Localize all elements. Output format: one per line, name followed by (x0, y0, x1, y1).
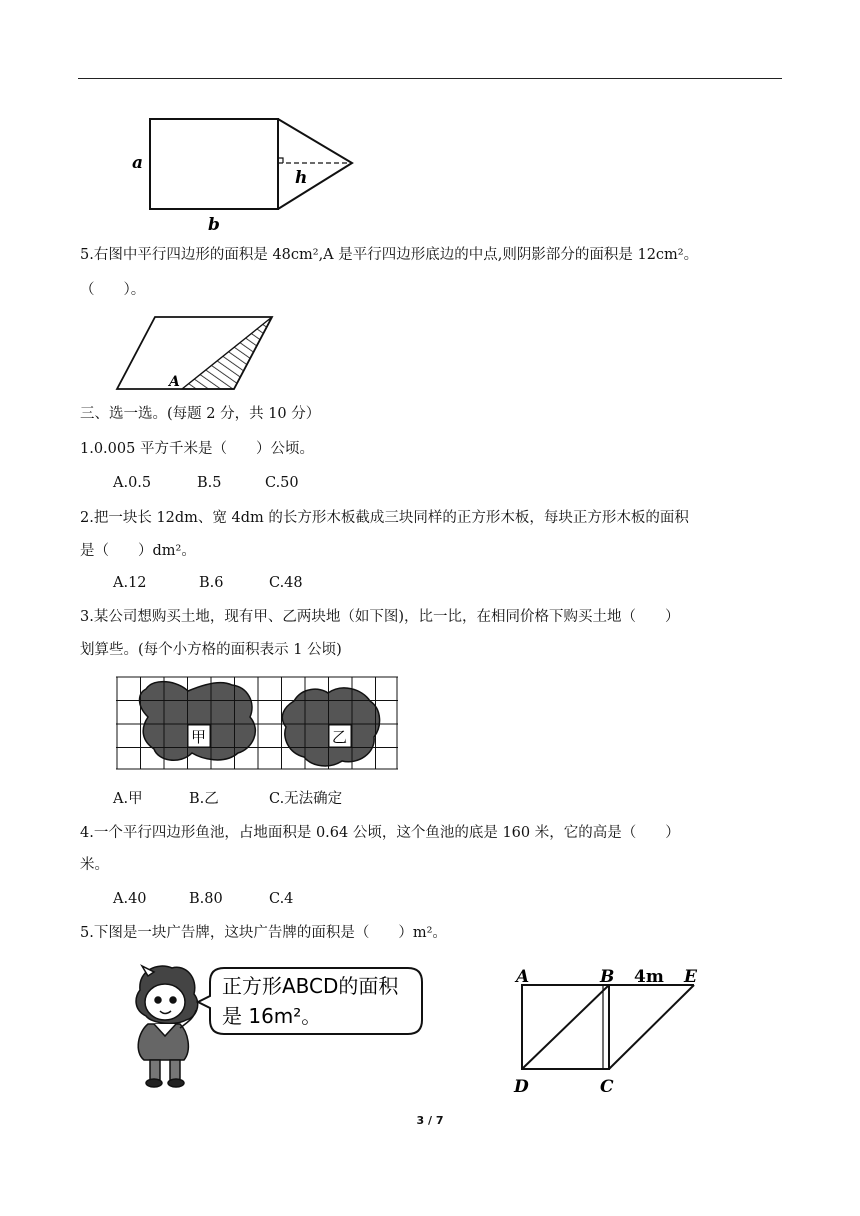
billboard-figure (508, 962, 708, 1100)
bubble-line1: 正方形ABCD的面积 (222, 974, 399, 998)
q5-text: 5.下图是一块广告牌，这块广告牌的面积是（ ）m²。 (80, 925, 447, 941)
q4-option-b: B.80 (189, 891, 223, 907)
bubble-line2: 是 16m²。 (222, 1004, 322, 1028)
q5-tf-line1: 5.右图中平行四边形的面积是 48cm²,A 是平行四边形底边的中点,则阴影部分的面积是 12cm²。 (80, 247, 699, 263)
q4-options (113, 889, 293, 909)
q2-option-b: B.6 (199, 575, 224, 591)
page-number: 3 / 7 (416, 1114, 444, 1127)
q3-line1: 3.某公司想购买土地，现有甲、乙两块地（如下图)，比一比，在相同价格下购买土地（ ） (80, 609, 680, 625)
label-h: h (295, 168, 308, 188)
label-E: E (684, 967, 697, 987)
parallelogram-figure (110, 312, 285, 394)
q2-option-c: C.48 (269, 575, 303, 591)
label-b: b (208, 215, 220, 235)
q4-option-c: C.4 (269, 891, 294, 907)
label-C: C (600, 1077, 614, 1097)
label-jia: 甲 (191, 728, 207, 746)
q3-option-c: C.无法确定 (269, 791, 343, 807)
girl-illustration (136, 966, 198, 1087)
label-a: a (132, 153, 144, 173)
q1-options (113, 473, 299, 493)
q4-line1: 4.一个平行四边形鱼池，占地面积是 0.64 公顷，这个鱼池的底是 160 米，它的高是（ ） (80, 825, 680, 841)
land-grid-figure (116, 675, 402, 771)
header-rule (78, 78, 782, 79)
label-A: A (516, 967, 530, 987)
section-3-title: 三、选一选。(每题 2 分，共 10 分） (80, 406, 321, 422)
q3-option-b: B.乙 (189, 791, 219, 807)
q3-option-a: A.甲 (113, 791, 143, 807)
shaded-triangle (182, 317, 272, 389)
label-4m: 4m (634, 967, 664, 987)
q1-option-c: C.50 (265, 475, 299, 491)
plot-jia (140, 682, 256, 761)
q3-line2: 划算些。(每个小方格的面积表示 1 公顷) (80, 642, 342, 658)
rectangle (150, 119, 278, 209)
triangle (278, 119, 352, 209)
rectangle-triangle-figure (120, 110, 370, 235)
diagonal-bd (522, 985, 609, 1069)
q2-line1: 2.把一块长 12dm、宽 4dm 的长方形木板截成三块同样的正方形木板，每块正方形木板的面积 (80, 510, 689, 526)
q5-tf-line2: （ ）。 (80, 282, 146, 298)
q1-option-a: A.0.5 (113, 475, 152, 491)
label-yi: 乙 (332, 728, 348, 746)
label-D: D (514, 1077, 529, 1097)
segment-ec (609, 985, 694, 1069)
q4-option-a: A.40 (113, 891, 147, 907)
q2-line2: 是（ ）dm²。 (80, 543, 196, 559)
q1-text: 1.0.005 平方千米是（ ）公顷。 (80, 441, 314, 457)
label-B: B (600, 967, 615, 987)
q1-option-b: B.5 (197, 475, 222, 491)
girl-speech-figure (118, 960, 438, 1092)
q2-option-a: A.12 (113, 575, 147, 591)
q2-options (113, 573, 303, 593)
point-a-label: A (169, 374, 180, 390)
q4-line2: 米。 (80, 857, 109, 873)
q3-options (113, 789, 342, 809)
